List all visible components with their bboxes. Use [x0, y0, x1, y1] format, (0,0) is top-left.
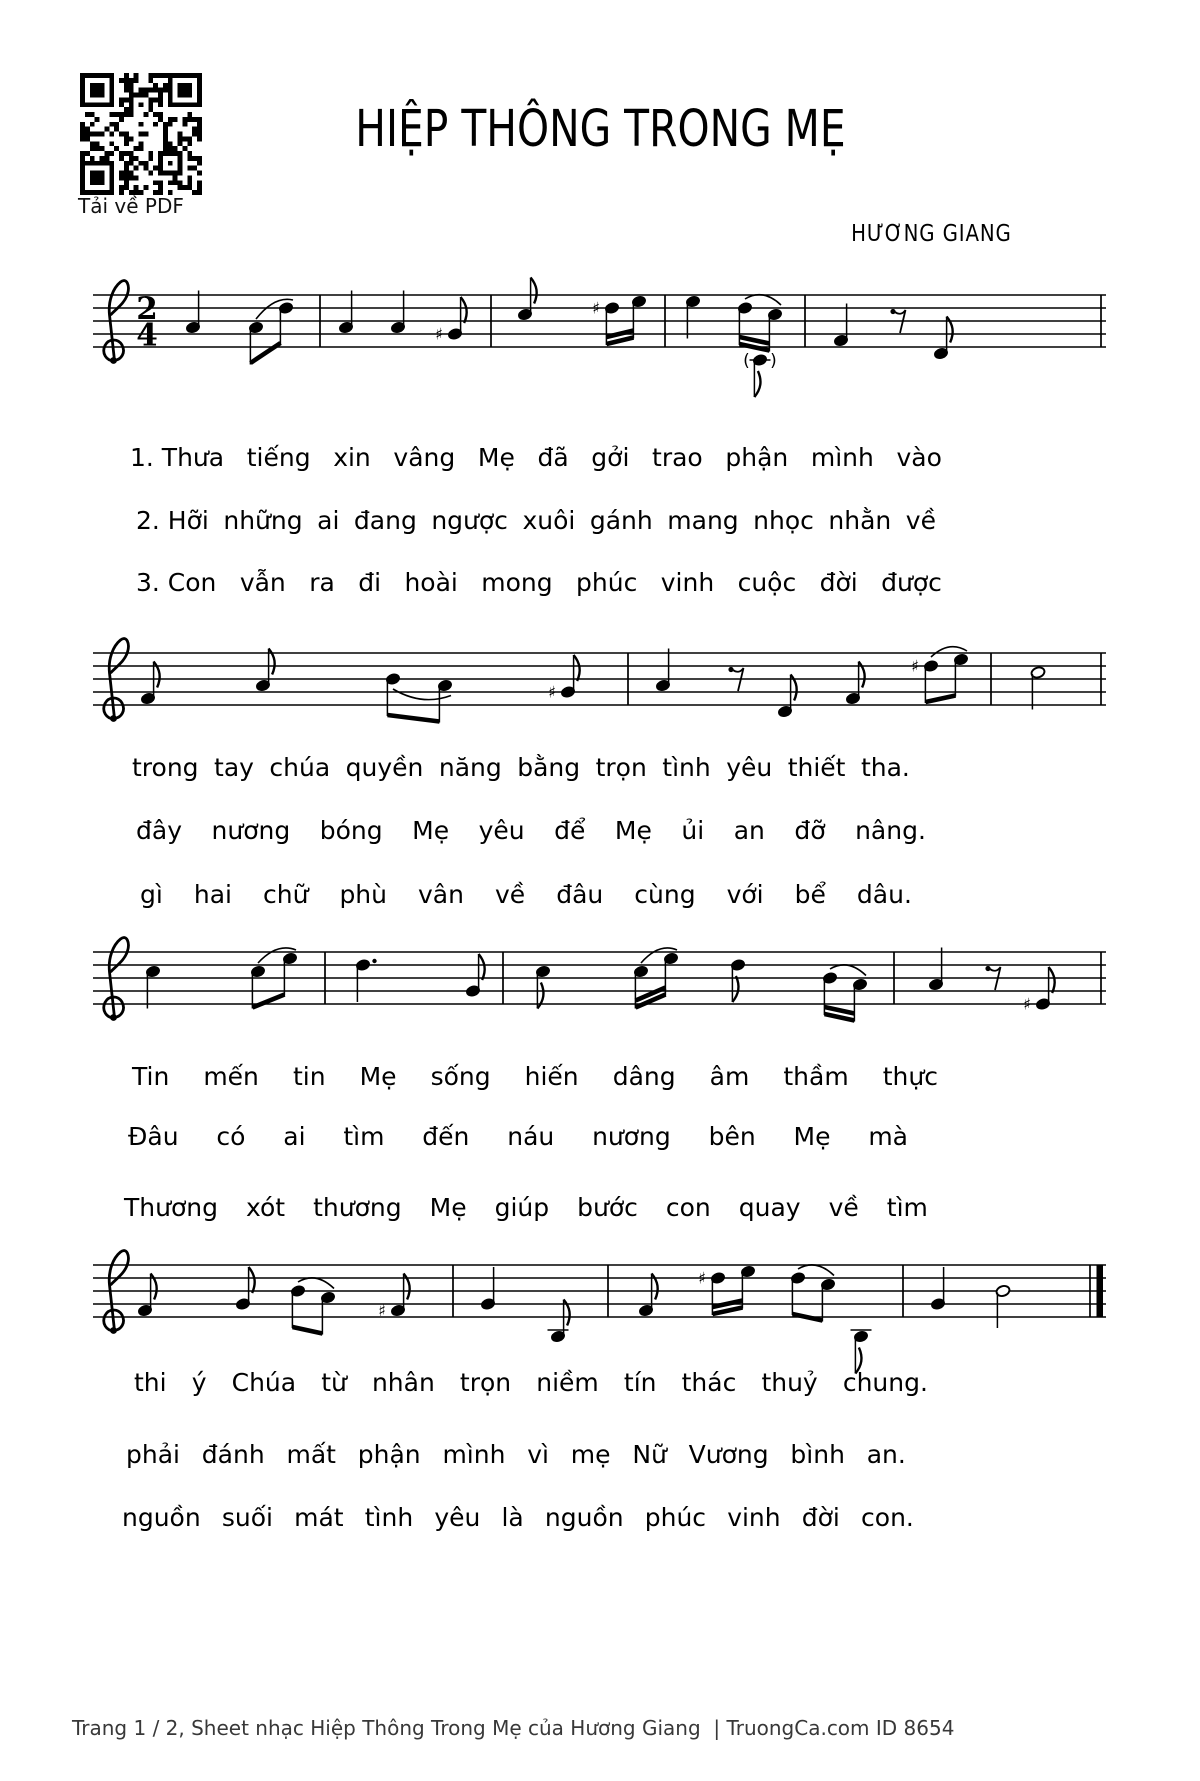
music-staff-3	[93, 918, 1113, 1068]
lyric-word: hoài	[404, 568, 458, 597]
lyric-word: yêu	[726, 753, 773, 782]
svg-text:♯: ♯	[911, 656, 919, 676]
lyric-word: an.	[866, 1440, 906, 1469]
composer-name: HƯƠNG GIANG	[851, 221, 1012, 247]
lyric-word: ý	[191, 1368, 207, 1397]
lyric-word: vinh	[727, 1503, 781, 1532]
lyric-word: mong	[481, 568, 553, 597]
lyric-word: thiết	[787, 753, 846, 782]
lyric-word: Mẹ	[477, 443, 515, 472]
lyrics-line-verse3-b	[140, 880, 912, 910]
lyric-word: hai	[193, 880, 232, 909]
lyric-word: quyền	[345, 753, 424, 782]
lyric-word: về	[905, 506, 936, 535]
lyric-word: là	[501, 1503, 524, 1532]
lyric-word: Chúa	[231, 1368, 297, 1397]
lyric-word: đã	[537, 443, 569, 472]
lyric-word: hiến	[524, 1062, 579, 1091]
lyric-word: Mẹ	[429, 1193, 467, 1222]
lyric-word: quay	[738, 1193, 801, 1222]
lyric-word: có	[216, 1122, 246, 1151]
lyric-word: mát	[294, 1503, 344, 1532]
lyric-word: 1. Thưa	[130, 443, 225, 472]
lyric-word: cùng	[634, 880, 696, 909]
lyrics-line-verse1-c	[132, 1062, 938, 1092]
lyric-word: tin	[292, 1062, 326, 1091]
music-staff-2	[93, 619, 1113, 769]
lyric-word: ủi	[681, 816, 705, 845]
svg-text:♯: ♯	[698, 1268, 706, 1288]
music-staff-4	[93, 1231, 1113, 1381]
lyric-word: mến	[203, 1062, 259, 1091]
lyric-word: gánh	[589, 506, 653, 535]
lyric-word: bước	[577, 1193, 638, 1222]
lyric-word: thương	[313, 1193, 402, 1222]
lyric-word: Tin	[132, 1062, 170, 1091]
lyric-word: trọn	[595, 753, 647, 782]
svg-text:(: (	[743, 351, 750, 371]
lyric-word: tìm	[886, 1193, 928, 1222]
footer-text: Trang 1 / 2, Sheet nhạc Hiệp Thông Trong Mẹ của Hương Giang | TruongCa.com ID 8654	[72, 1716, 955, 1740]
lyric-word: dâu.	[856, 880, 912, 909]
svg-text:2: 2	[136, 291, 158, 327]
lyric-word: Thương	[124, 1193, 218, 1222]
lyric-word: con.	[861, 1503, 914, 1532]
lyric-word: an	[733, 816, 765, 845]
lyric-word: Vương	[688, 1440, 769, 1469]
lyric-word: tiếng	[246, 443, 311, 472]
lyrics-line-verse1-b	[132, 753, 910, 783]
lyric-word: Đâu	[128, 1122, 179, 1151]
lyric-word: tìm	[343, 1122, 385, 1151]
lyric-word: yêu	[478, 816, 525, 845]
lyric-word: tình	[662, 753, 711, 782]
lyric-word: suối	[221, 1503, 273, 1532]
lyrics-line-verse3-d	[122, 1503, 914, 1533]
lyric-word: phải	[126, 1440, 180, 1469]
lyric-word: tha.	[860, 753, 910, 782]
lyric-word: vào	[896, 443, 942, 472]
lyric-word: mình	[810, 443, 874, 472]
lyric-word: bóng	[319, 816, 383, 845]
lyric-word: đang	[353, 506, 417, 535]
lyric-word: giúp	[494, 1193, 550, 1222]
lyric-word: nhằn	[828, 506, 892, 535]
lyric-word: thầm	[783, 1062, 849, 1091]
svg-text:4: 4	[136, 317, 158, 354]
lyric-word: được	[881, 568, 942, 597]
lyric-word: đời	[801, 1503, 840, 1532]
lyric-word: Mẹ	[793, 1122, 831, 1151]
lyric-word: vâng	[393, 443, 456, 472]
lyric-word: trọn	[459, 1368, 512, 1397]
lyric-word: với	[726, 880, 764, 909]
lyric-word: vẫn	[239, 568, 286, 597]
lyric-word: mình	[442, 1440, 506, 1469]
lyric-word: trao	[652, 443, 703, 472]
lyric-word: Mẹ	[614, 816, 652, 845]
lyrics-line-verse2-d	[126, 1440, 906, 1470]
svg-text:♯: ♯	[548, 682, 556, 702]
lyric-word: bể	[794, 880, 826, 909]
lyric-word: bình	[790, 1440, 845, 1469]
lyric-word: gởi	[591, 443, 630, 472]
lyric-word: xót	[245, 1193, 286, 1222]
lyric-word: vân	[418, 880, 464, 909]
lyric-word: vì	[527, 1440, 549, 1469]
lyric-word: vinh	[660, 568, 715, 597]
lyric-word: đi	[358, 568, 382, 597]
lyric-word: ai	[283, 1122, 306, 1151]
lyrics-line-verse1-a	[130, 443, 942, 473]
lyric-word: tay	[214, 753, 254, 782]
svg-text:♯: ♯	[592, 298, 600, 318]
svg-text:♯: ♯	[435, 324, 443, 344]
lyric-word: con	[665, 1193, 711, 1222]
svg-text:): )	[770, 351, 777, 371]
lyric-word: gì	[140, 880, 163, 909]
lyric-word: ai	[317, 506, 340, 535]
lyric-word: phúc	[644, 1503, 707, 1532]
lyric-word: nhân	[371, 1368, 435, 1397]
lyric-word: âm	[709, 1062, 750, 1091]
lyric-word: phù	[339, 880, 387, 909]
lyric-word: đỡ	[794, 816, 826, 845]
lyric-word: từ	[321, 1368, 347, 1397]
lyric-word: mất	[286, 1440, 336, 1469]
lyric-word: dâng	[612, 1062, 676, 1091]
lyric-word: chúa	[269, 753, 331, 782]
lyric-word: mang	[667, 506, 739, 535]
lyric-word: Mẹ	[359, 1062, 397, 1091]
lyric-word: về	[495, 880, 526, 909]
lyric-word: yêu	[434, 1503, 481, 1532]
lyric-word: cuộc	[737, 568, 797, 597]
lyric-word: nương	[592, 1122, 671, 1151]
lyric-word: mẹ	[570, 1440, 611, 1469]
lyrics-line-verse2-a	[136, 506, 936, 536]
lyric-word: Nữ	[632, 1440, 667, 1469]
lyric-word: ra	[309, 568, 335, 597]
lyric-word: nương	[211, 816, 291, 845]
lyric-word: bên	[708, 1122, 756, 1151]
lyric-word: nguồn	[122, 1503, 201, 1532]
lyric-word: về	[828, 1193, 859, 1222]
lyric-word: chung.	[842, 1368, 928, 1397]
lyric-word: niềm	[536, 1368, 599, 1397]
lyric-word: ngược	[431, 506, 508, 535]
lyric-word: nâng.	[855, 816, 926, 845]
lyric-word: đâu	[556, 880, 604, 909]
lyric-word: phận	[357, 1440, 421, 1469]
lyric-word: 3. Con	[136, 568, 217, 597]
lyric-word: bằng	[517, 753, 581, 782]
lyric-word: 2. Hỡi	[136, 506, 209, 535]
lyric-word: trong	[132, 753, 199, 782]
lyric-word: xin	[333, 443, 371, 472]
lyric-word: thác	[681, 1368, 737, 1397]
lyrics-line-verse3-c	[124, 1193, 928, 1223]
lyric-word: đến	[422, 1122, 470, 1151]
lyric-word: xuôi	[522, 506, 576, 535]
lyric-word: phúc	[576, 568, 638, 597]
page-title: HIỆP THÔNG TRONG MẸ	[354, 100, 846, 159]
lyric-word: tín	[623, 1368, 657, 1397]
lyric-word: đây	[136, 816, 182, 845]
download-pdf-link[interactable]: Tải về PDF	[78, 194, 184, 218]
lyric-word: những	[223, 506, 303, 535]
lyric-word: đời	[819, 568, 858, 597]
lyric-word: mà	[868, 1122, 908, 1151]
lyric-word: thuỷ	[761, 1368, 818, 1397]
lyric-word: nguồn	[544, 1503, 624, 1532]
svg-text:♯: ♯	[1023, 994, 1031, 1014]
lyric-word: nhọc	[753, 506, 814, 535]
lyrics-line-verse1-d	[134, 1368, 928, 1398]
lyrics-line-verse2-c	[128, 1122, 908, 1152]
lyrics-line-verse2-b	[136, 816, 926, 846]
lyric-word: thực	[882, 1062, 938, 1091]
lyric-word: để	[554, 816, 586, 845]
lyric-word: đánh	[201, 1440, 265, 1469]
lyrics-line-verse3-a	[136, 568, 942, 598]
lyric-word: năng	[438, 753, 502, 782]
lyric-word: phận	[725, 443, 789, 472]
lyric-word: tình	[364, 1503, 414, 1532]
svg-text:♯: ♯	[378, 1301, 386, 1320]
lyric-word: Mẹ	[412, 816, 450, 845]
lyric-word: sống	[430, 1062, 491, 1091]
lyric-word: náu	[507, 1122, 555, 1151]
lyric-word: chữ	[262, 880, 309, 909]
lyric-word: thi	[134, 1368, 167, 1397]
music-staff-1	[93, 261, 1113, 411]
